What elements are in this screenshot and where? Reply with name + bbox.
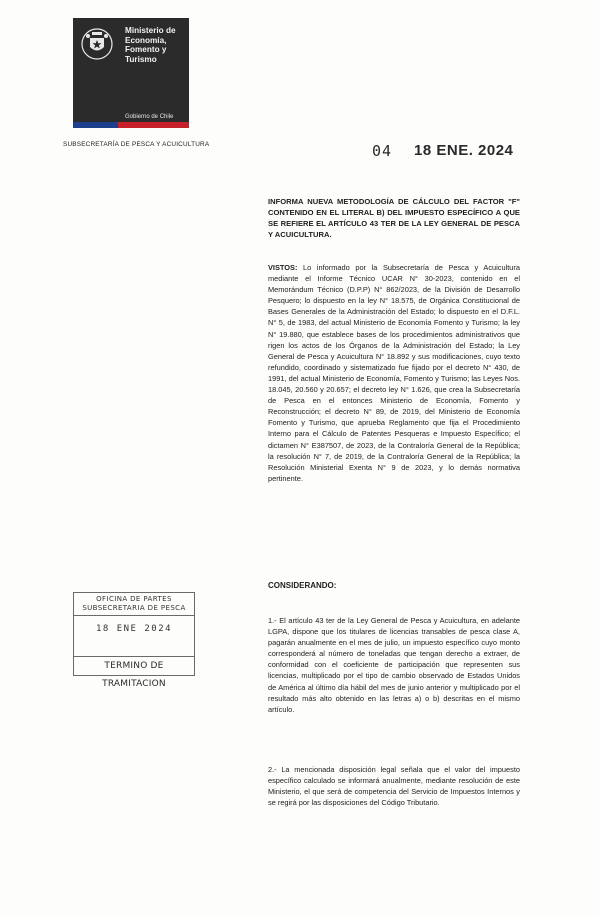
coat-of-arms-icon (79, 26, 115, 62)
flag-bar (73, 122, 189, 128)
subsecretaria-label: SUBSECRETARÍA DE PESCA Y ACUICULTURA (63, 141, 210, 148)
office-stamp-line1: OFICINA DE PARTES (96, 595, 172, 603)
flag-blue-stripe (73, 122, 118, 128)
office-stamp (73, 592, 195, 689)
considerando-heading: CONSIDERANDO: (268, 581, 337, 590)
considerando-paragraph-1: 1.- El artículo 43 ter de la Ley General de Pesca y Acuicultura, en adelante LGPA, dispone que los titulares de licencias transables de pesca clase A, pagarán anualmente en el mes de julio, un impuesto específico cuyo monto corresponderá al número de toneladas que tengan derecho a extraer, de conformidad con el coeficiente de participación que representen sus licencias, multiplicado por el tipo de cambio observado de Estados Unidos de América al último día hábil del mes de junio anterior y multiplicado por el resultado más alto obtenido en las letras a) o b) descritas en el mismo artículo. (268, 616, 520, 714)
document-title: INFORMA NUEVA METODOLOGÍA DE CÁLCULO DEL FACTOR "F" CONTENIDO EN EL LITERAL B) DEL IMPUESTO ESPECÍFICO A QUE SE REFIERE EL ARTÍCULO 43 TER DE LA LEY GENERAL DE PESCA Y ACUICULTURA. (268, 197, 520, 239)
office-stamp-divider (74, 615, 194, 616)
flag-red-stripe (118, 122, 189, 128)
vistos-heading: VISTOS: (268, 263, 298, 272)
government-label: Gobierno de Chile (125, 114, 174, 120)
office-stamp-line2: SUBSECRETARIA DE PESCA (82, 604, 186, 612)
considerando-paragraph-2: 2.- La mencionada disposición legal señala que el valor del impuesto específico calculado se informará anualmente, mediante resolución de este Ministerio, el que será de competencia del Servicio de Impuestos Internos y se regirá por las disposiciones del Código Tributario. (268, 765, 520, 808)
vistos-text: Lo informado por la Subsecretaría de Pesca y Acuicultura mediante el Informe Técnico UCAR N° 30-2023, contenido en el Memorándum Técnico (D.P.P) N° 862/2023, de la División de Desarrollo Pesquero; lo dispuesto en la ley N° 18.575, de Orgánica Constitucional de Bases Generales de la Administración del Estado; lo dispuesto en el D.F.L. N° 5, de 1983, del actual Ministerio de Economía Fomento y Turismo; la ley N° 19.880, que establece bases de los procedimientos administrativos que rigen los actos de los Órganos de la Administración del Estado; la Ley General de Pesca y Acuicultura N° 18.892 y sus modificaciones, cuyo texto refundido, coordinado y sistematizado fue fijado por el decreto N° 430, de 1991, del actual Ministerio de Economía, Fomento y Turismo; las Leyes Nos. 18.045, 20.560 y 20.657; el decreto ley N° 1.626, que crea la Subsecretaría de Pesca en el entonces Ministerio de Economía, Fomento y Reconstrucción; el decreto N° 89, de 2019, del Ministerio de Economía Fomento y Turismo, que aprueba Reglamento que fija el Procedimiento Interno para el Cálculo de Patentes Pesqueras e Impuesto Específico; el dictamen N° E387507, de 2023, de la Contraloría General de la República; la resolución N° 7, de 2019, de la Contraloría General de la República; la Resolución Ministerial Exenta N° 9 de 2023, y lo demás normativa pertinente. (268, 263, 520, 483)
resolution-date: 18 ENE. 2024 (414, 142, 514, 159)
office-stamp-date: 18 ENE 2024 (95, 624, 173, 634)
office-stamp-footer: TERMINO DE TRAMITACION (74, 656, 194, 675)
ministry-name: Ministerio de Economía, Fomento y Turismo (125, 26, 176, 64)
government-logo (73, 18, 189, 128)
resolution-number: 04 (372, 142, 393, 160)
vistos-section (268, 262, 520, 484)
